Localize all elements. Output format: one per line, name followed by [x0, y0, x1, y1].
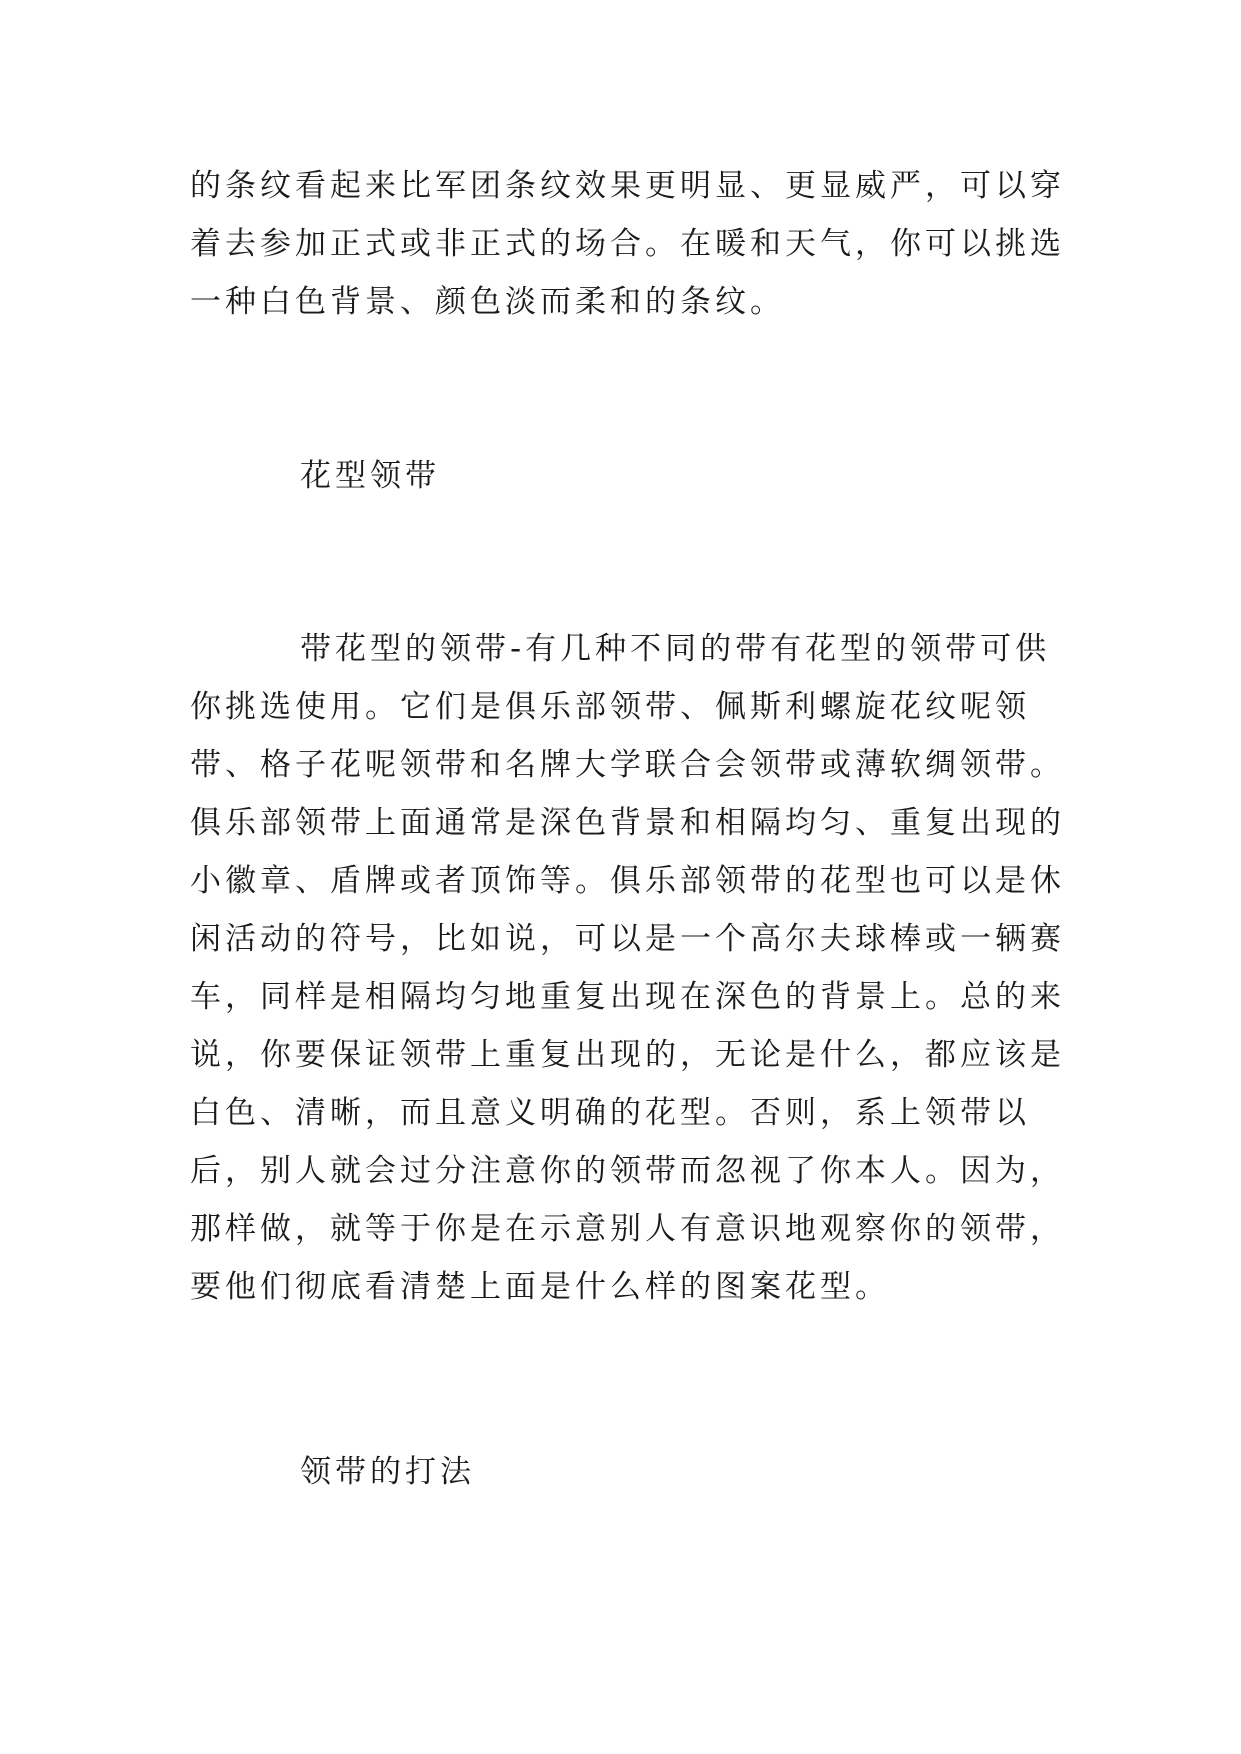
paragraph-stripes-continued: 的条纹看起来比军团条纹效果更明显、更显威严，可以穿着去参加正式或非正式的场合。在暖和天气，你可以挑选一种白色背景、颜色淡而柔和的条纹。	[190, 168, 1065, 320]
paragraph-patterned-ties: 带花型的领带-有几种不同的带有花型的领带可供你挑选使用。它们是俱乐部领带、佩斯利螺旋花纹呢领带、格子花呢领带和名牌大学联合会领带或薄软绸领带。俱乐部领带上面通常是深色背景和相隔均匀、重复出现的小徽章、盾牌或者顶饰等。俱乐部领带的花型也可以是休闲活动的符号，比如说，可以是一个高尔夫球棒或一辆赛车，同样是相隔均匀地重复出现在深色的背景上。总的来说，你要保证领带上重复出现的，无论是什么，都应该是白色、清晰，而且意义明确的花型。否则，系上领带以后，别人就会过分注意你的领带而忽视了你本人。因为，那样做，就等于你是在示意别人有意识地观察你的领带，要他们彻底看清楚上面是什么样的图案花型。	[190, 631, 1065, 1305]
heading-patterned-ties: 花型领带	[300, 458, 440, 494]
heading-how-to-tie: 领带的打法	[300, 1454, 475, 1490]
